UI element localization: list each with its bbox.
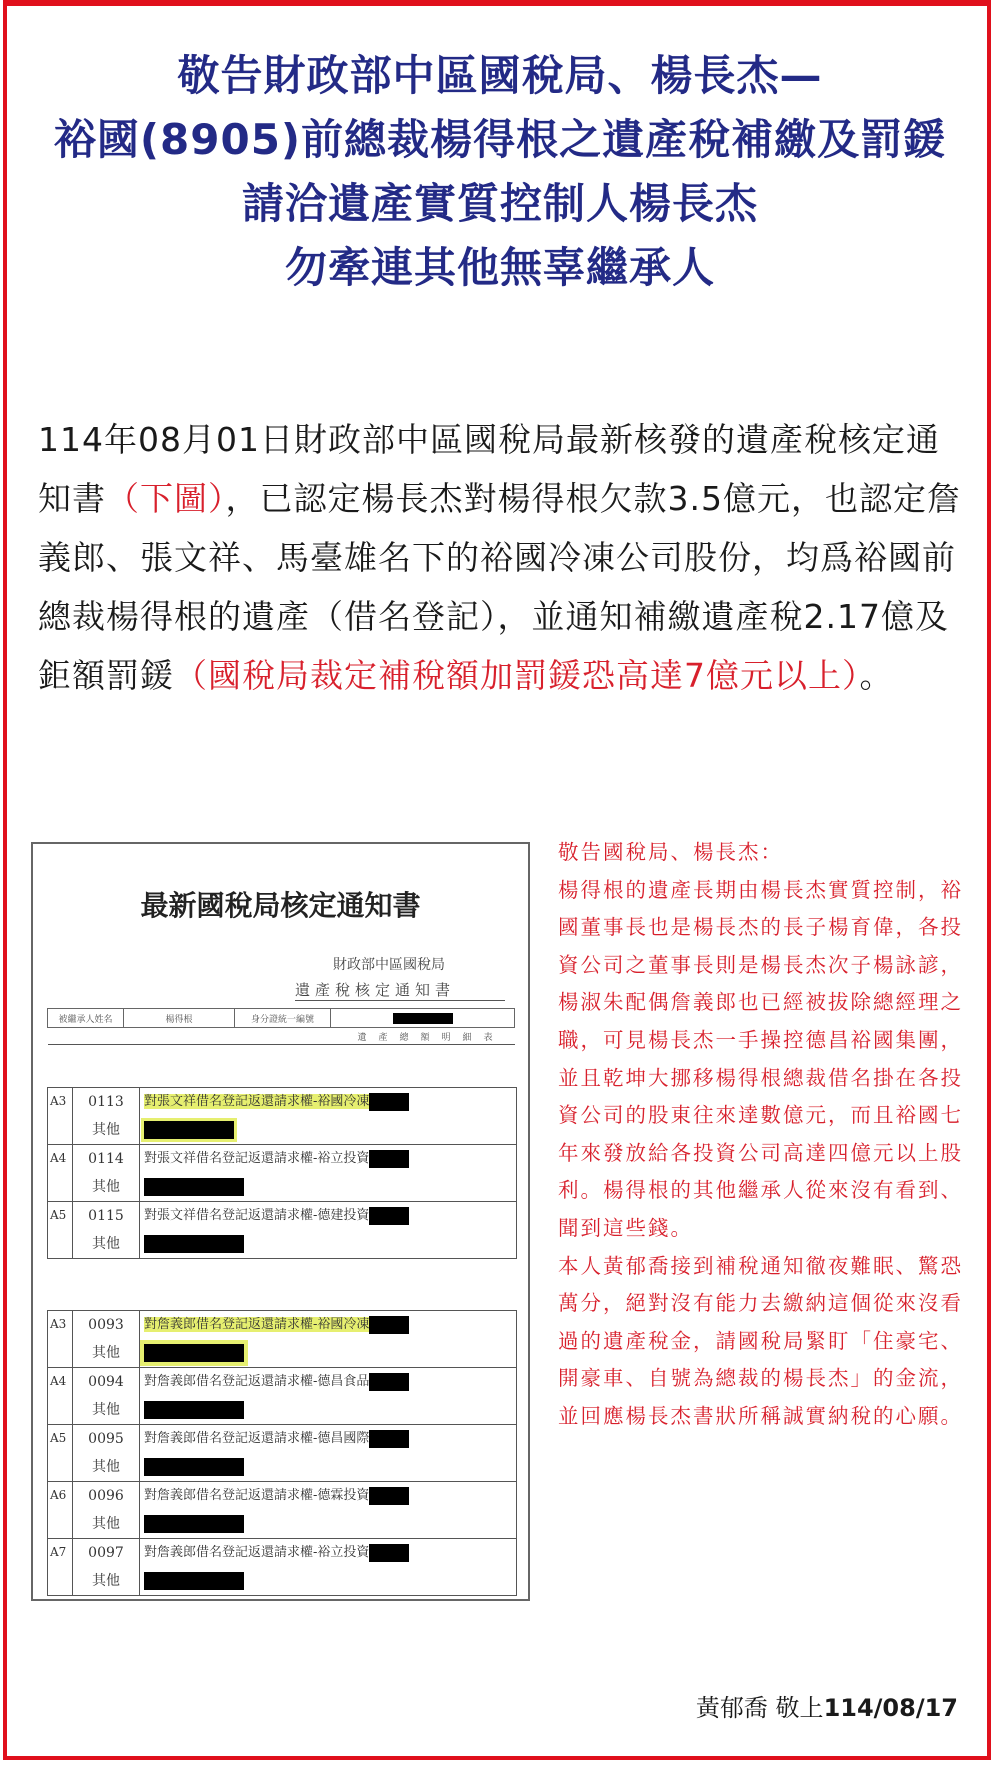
table-row — [48, 1202, 517, 1259]
row-type: 其他 — [92, 1573, 120, 1589]
intro-text-2: ，已認定楊長杰對楊得根欠款3.5億元，也認定詹義郎、張文祥、馬臺雄名下的裕國冷凍公司股份，均爲裕國前總裁楊得根的遺產（借名登記），並通知補繳遺產稅2.17億及鉅額罰鍰 — [38, 479, 961, 695]
redaction-bar — [144, 1515, 244, 1533]
row-code: A5 — [48, 1202, 73, 1259]
row-code: A7 — [48, 1539, 73, 1596]
row-code: A3 — [48, 1311, 73, 1368]
signature — [696, 1688, 958, 1723]
intro-red-note-2: （國稅局裁定補稅額加罰鍰恐高達7億元以上） — [174, 656, 860, 695]
redaction-bar — [144, 1121, 234, 1139]
row-number-cell — [73, 1145, 140, 1202]
intro-paragraph — [38, 410, 968, 705]
redaction-bar — [369, 1487, 409, 1505]
redaction-bar — [369, 1150, 409, 1168]
row-number: 0115 — [88, 1208, 124, 1224]
tax-notice-image — [31, 842, 530, 1601]
row-desc-cell — [140, 1088, 517, 1145]
row-desc-cell — [140, 1368, 517, 1425]
redaction-bar — [369, 1316, 409, 1334]
row-code: A6 — [48, 1482, 73, 1539]
row-number: 0093 — [88, 1317, 124, 1333]
signature-date: 114/08/17 — [823, 1694, 958, 1722]
redaction-bar — [144, 1401, 244, 1419]
row-number-cell — [73, 1368, 140, 1425]
row-type: 其他 — [92, 1236, 120, 1252]
row-number: 0113 — [88, 1094, 124, 1110]
row-desc: 對詹義郎借名登記返還請求權-裕立投資 — [144, 1545, 370, 1560]
redaction-bar — [369, 1430, 409, 1448]
title-line-1: 敬告財政部中區國稅局、楊長杰— — [177, 51, 823, 100]
doc-form-title: 遺產稅核定通知書 — [295, 979, 505, 1001]
redaction-bar — [144, 1572, 244, 1590]
row-type: 其他 — [92, 1459, 120, 1475]
row-desc-cell — [140, 1425, 517, 1482]
row-number: 0095 — [88, 1431, 124, 1447]
row-desc: 對詹義郎借名登記返還請求權-裕國冷凍 — [144, 1317, 370, 1332]
row-type: 其他 — [92, 1345, 120, 1361]
id-label: 身分證統一編號 — [235, 1009, 331, 1028]
table-row — [48, 1482, 517, 1539]
row-code: A4 — [48, 1145, 73, 1202]
redaction-bar — [369, 1093, 409, 1111]
doc-header-table — [47, 1008, 515, 1045]
notice-heading: 敬告國稅局、楊長杰： — [558, 840, 783, 864]
decedent-label: 被繼承人姓名 — [48, 1009, 124, 1028]
row-desc: 對張文祥借名登記返還請求權-裕國冷凍 — [144, 1094, 370, 1109]
row-desc: 對詹義郎借名登記返還請求權-德霖投資 — [144, 1488, 370, 1503]
notice-paragraph-1: 楊得根的遺產長期由楊長杰實質控制，裕國董事長也是楊長杰的長子楊育偉，各投資公司之董事長則是楊長杰次子楊詠諺，楊淑朱配偶詹義郎也已經被拔除總經理之職，可見楊長杰一手操控德昌裕國集團，並且乾坤大挪移楊得根總裁借名掛在各投資公司的股東往來達數億元，而且裕國七年來發放給各投資公司高達四億元以上股利。楊得根的其他繼承人從來沒有看到、聞到這些錢。 — [558, 877, 963, 1240]
redaction-bar — [393, 1013, 453, 1024]
title-line-4: 勿牽連其他無辜繼承人 — [284, 243, 715, 292]
row-desc: 對張文祥借名登記返還請求權-裕立投資 — [144, 1151, 370, 1166]
row-code: A4 — [48, 1368, 73, 1425]
row-number: 0094 — [88, 1374, 124, 1390]
row-desc: 對張文祥借名登記返還請求權-德建投資 — [144, 1208, 370, 1223]
signature-name: 黃郁喬 敬上 — [695, 1694, 824, 1722]
redaction-bar — [144, 1344, 244, 1362]
row-desc-cell — [140, 1202, 517, 1259]
row-number-cell — [73, 1311, 140, 1368]
table-row — [48, 1368, 517, 1425]
row-number-cell — [73, 1539, 140, 1596]
row-number-cell — [73, 1202, 140, 1259]
notice-paragraph-2: 本人黃郁喬接到補稅通知徹夜難眠、驚恐萬分，絕對沒有能力去繳納這個從來沒看過的遺產稅金，請國稅局緊盯「住豪宅、開豪車、自號為總裁的楊長杰」的金流，並回應楊長杰書狀所稱誠實納稅的心願。 — [558, 1253, 963, 1428]
row-type: 其他 — [92, 1122, 120, 1138]
row-desc-cell — [140, 1482, 517, 1539]
redaction-bar — [144, 1178, 244, 1196]
row-desc-cell — [140, 1311, 517, 1368]
row-number-cell — [73, 1088, 140, 1145]
row-desc: 對詹義郎借名登記返還請求權-德昌食品 — [144, 1374, 370, 1389]
row-desc-cell — [140, 1539, 517, 1596]
row-number: 0096 — [88, 1488, 124, 1504]
row-type: 其他 — [92, 1179, 120, 1195]
redaction-bar — [369, 1373, 409, 1391]
row-desc-cell — [140, 1145, 517, 1202]
row-type: 其他 — [92, 1402, 120, 1418]
row-number-cell — [73, 1482, 140, 1539]
notice-text-block — [558, 834, 978, 1436]
redaction-bar — [144, 1458, 244, 1476]
row-desc: 對詹義郎借名登記返還請求權-德昌國際 — [144, 1431, 370, 1446]
doc-org-name: 財政部中區國稅局 — [333, 957, 445, 973]
title-line-3: 請洽遺產實質控制人楊長杰 — [241, 179, 758, 228]
redaction-bar — [369, 1207, 409, 1225]
row-number: 0097 — [88, 1545, 124, 1561]
row-code: A5 — [48, 1425, 73, 1482]
table-row — [48, 1088, 517, 1145]
table-row — [48, 1539, 517, 1596]
decedent-name: 楊得根 — [124, 1009, 235, 1028]
table-row — [48, 1425, 517, 1482]
redaction-bar — [369, 1544, 409, 1562]
intro-text-3: 。 — [859, 656, 894, 695]
doc-heading: 最新國稅局核定通知書 — [140, 889, 421, 922]
redaction-bar — [144, 1235, 244, 1253]
intro-text-1: 114年08月01日財政部中區國稅局最新核發的遺產稅核定通知書 — [38, 420, 940, 518]
doc-subheader: 遺產總額明細表 — [48, 1028, 515, 1045]
estate-table-2 — [47, 1310, 517, 1596]
intro-red-note-1: （下圖） — [106, 479, 226, 518]
row-number-cell — [73, 1425, 140, 1482]
row-type: 其他 — [92, 1516, 120, 1532]
table-row — [48, 1311, 517, 1368]
id-value — [331, 1009, 515, 1028]
title-line-2: 裕國(8905)前總裁楊得根之遺產稅補繳及罰鍰 — [53, 115, 947, 164]
table-row — [48, 1145, 517, 1202]
row-number: 0114 — [88, 1151, 124, 1167]
estate-table-1 — [47, 1087, 517, 1259]
page-title — [0, 44, 1000, 300]
row-code: A3 — [48, 1088, 73, 1145]
